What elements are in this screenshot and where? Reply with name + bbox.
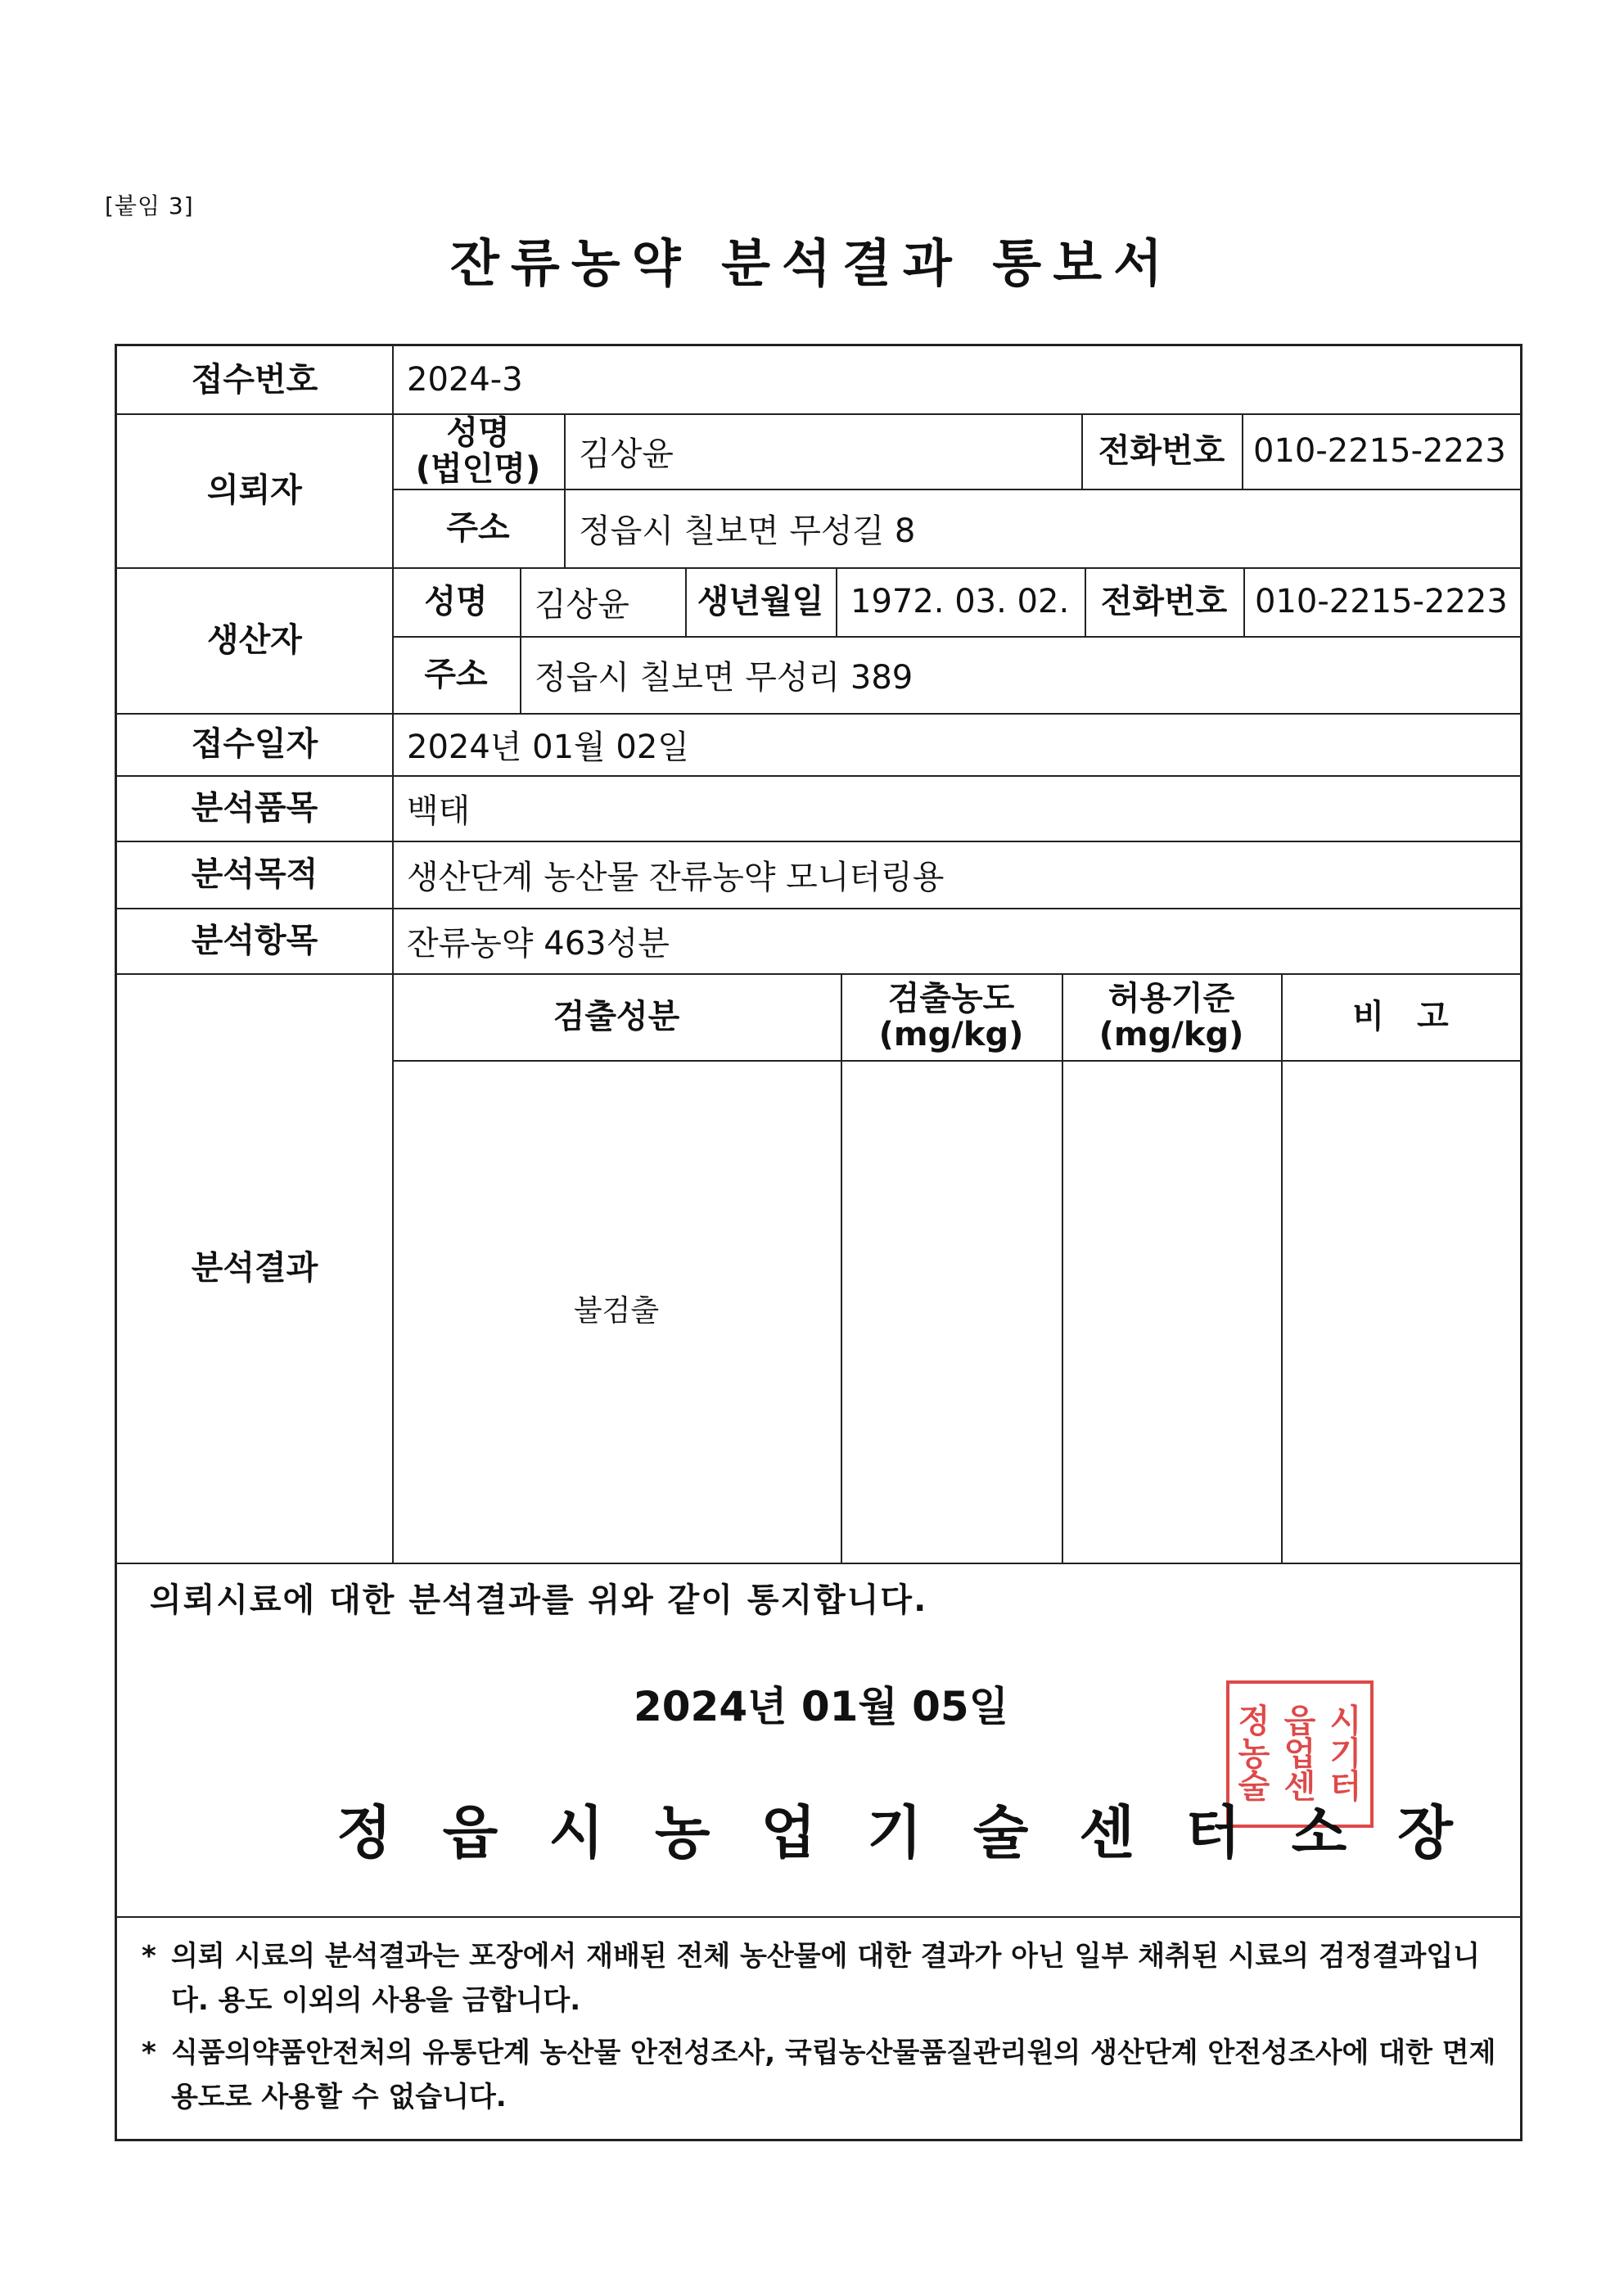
results-col-limit-line1: 허용기준 [1107,980,1235,1017]
receipt-date-value: 2024년 01월 02일 [407,728,689,766]
producer-name-value: 김상윤 [535,585,629,624]
results-col-component: 검출성분 [553,998,680,1035]
seal-glyph: 시 [1329,1703,1362,1740]
results-col-detected [841,973,1062,1060]
seal-glyph: 업 [1283,1735,1316,1773]
results-col-detected-line1: 검출농도 [887,980,1015,1017]
footnote-marker: * [142,2037,156,2069]
seal-glyph: 읍 [1283,1703,1316,1740]
producer-address-value: 정읍시 칠보면 무성리 389 [535,658,914,697]
seal-glyph: 정 [1238,1703,1270,1740]
row-divider [392,1060,1520,1062]
results-component-value: 불검출 [573,1294,660,1328]
seal-glyph: 기 [1329,1735,1362,1773]
footnote-marker: * [142,1940,156,1973]
producer-label: 생산자 [207,621,302,659]
requester-name-label-line1: 성명 [446,414,510,452]
results-col-note: 비 고 [1352,998,1449,1035]
seal-glyph: 센 [1283,1768,1316,1806]
requester-name-value: 김상윤 [579,435,674,473]
footnote-2 [142,2031,1500,2119]
requester-phone-label: 전화번호 [1098,432,1225,470]
row-divider [117,1563,1520,1564]
receipt-date-label: 접수일자 [191,725,318,763]
footnote-text: 식품의약품안전처의 유통단계 농산물 안전성조사, 국립농산물품질관리원의 생산단계 안전성조사에 대한 면제 용도로 사용할 수 없습니다. [171,2037,1496,2113]
footnote-text: 의뢰 시료의 분석결과는 포장에서 재배된 전체 농산물에 대한 결과가 아닌 일부 채취된 시료의 검정결과입니다. 용도 이외의 사용을 금합니다. [171,1940,1481,2017]
footnote-1 [142,1934,1500,2023]
results-col-limit-line2: (mg/kg) [1098,1016,1244,1053]
requester-label: 의뢰자 [207,471,302,509]
seal-glyph: 터 [1329,1768,1362,1806]
col-divider [841,973,842,1563]
producer-phone-label: 전화번호 [1100,583,1228,620]
notice-text: 의뢰시료에 대한 분석결과를 위와 같이 통지합니다. [150,1581,928,1619]
producer-phone-value: 010-2215-2223 [1255,583,1508,620]
results-label: 분석결과 [191,1249,318,1287]
scope-value: 잔류농약 463성분 [407,924,670,963]
item-label: 분석품목 [191,789,318,827]
col-divider [1062,973,1063,1563]
requester-address-value: 정읍시 칠보면 무성길 8 [579,512,916,550]
requester-name-label [392,413,564,489]
item-value: 백태 [407,792,471,830]
requester-phone-value: 010-2215-2223 [1253,432,1506,470]
issue-date: 2024년 01월 05일 [633,1683,1009,1730]
seal-glyph: 술 [1238,1768,1270,1806]
results-col-limit [1062,973,1281,1060]
seal-glyph: 농 [1238,1735,1270,1773]
document-title: 잔류농약 분석결과 통보서 [450,233,1174,293]
receipt-no-value: 2024-3 [407,361,523,399]
receipt-no-label: 접수번호 [191,361,318,399]
producer-address-label: 주소 [424,656,488,693]
report-form [115,344,1522,2141]
requester-name-label-line2: (법인명) [415,450,541,488]
requester-address-label: 주소 [446,509,510,547]
results-col-detected-line2: (mg/kg) [878,1016,1024,1053]
scope-label: 분석항목 [191,922,318,959]
producer-name-label: 성명 [424,583,488,620]
attachment-label: [붙임 3] [105,192,194,219]
issuer-name: 정읍시농업기술센터소장 [336,1799,1504,1866]
producer-birth-label: 생년월일 [697,583,824,620]
producer-birth-value: 1972. 03. 02. [850,583,1070,620]
purpose-value: 생산단계 농산물 잔류농약 모니터링용 [407,858,945,896]
row-divider [117,1916,1520,1918]
purpose-label: 분석목적 [191,855,318,893]
col-divider [1281,973,1283,1563]
